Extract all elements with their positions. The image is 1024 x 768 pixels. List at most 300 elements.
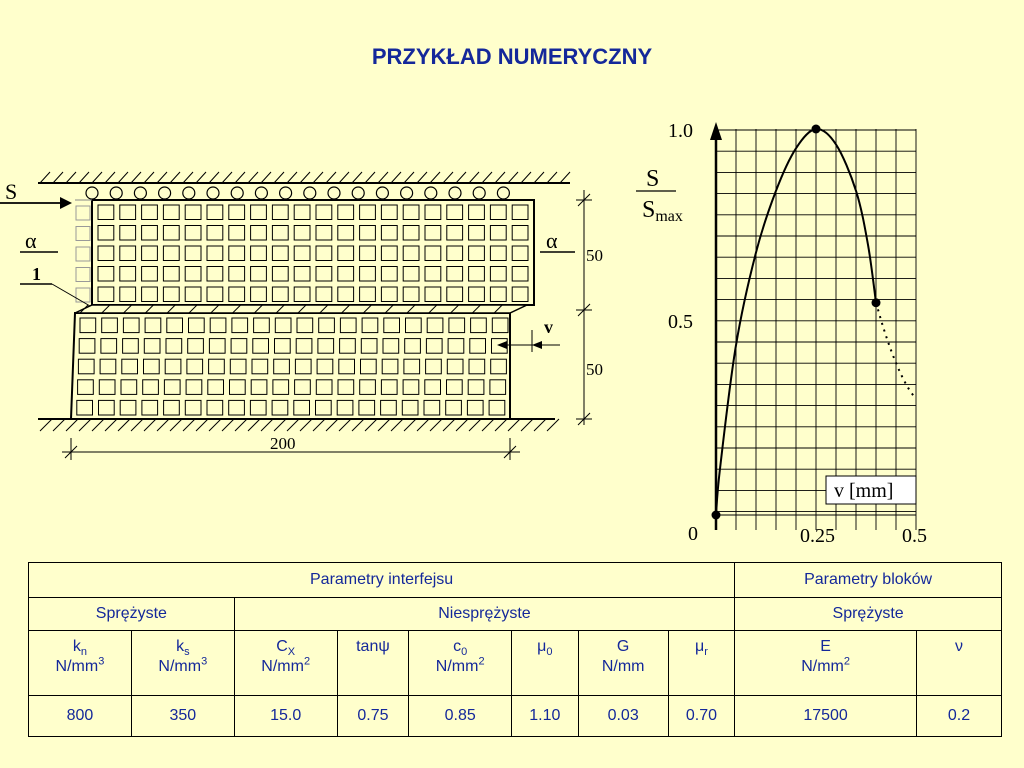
masonry-unit — [317, 359, 333, 374]
hatch-line — [248, 419, 260, 431]
masonry-unit — [316, 246, 332, 261]
ylabel-denominator: Smax — [642, 197, 683, 225]
masonry-unit — [425, 226, 441, 241]
masonry-unit — [294, 226, 310, 241]
specimen-diagram — [0, 172, 603, 460]
masonry-unit — [165, 359, 181, 374]
hatch-line — [339, 419, 351, 431]
masonry-unit — [404, 359, 420, 374]
roller-icon — [134, 187, 146, 199]
hatch-line — [40, 419, 52, 431]
group-blocks-header: Parametry bloków — [735, 563, 1002, 598]
roller-icon — [401, 187, 413, 199]
masonry-unit — [360, 287, 376, 302]
hatch-line — [378, 172, 388, 183]
top-support-hatching — [40, 172, 570, 183]
hatch-line — [118, 172, 128, 183]
masonry-unit — [381, 400, 397, 415]
masonry-unit — [144, 359, 160, 374]
masonry-unit — [447, 226, 463, 241]
masonry-unit — [490, 205, 506, 220]
masonry-unit — [229, 246, 245, 261]
masonry-unit — [424, 400, 440, 415]
masonry-unit — [142, 287, 158, 302]
param-symbol-cell: E $N/mm^2$ — [735, 631, 917, 696]
masonry-unit — [297, 318, 313, 333]
masonry-unit — [316, 205, 332, 220]
masonry-unit — [490, 267, 506, 282]
param-symbol-cell: ν — [916, 631, 1001, 696]
hatch-line — [79, 419, 91, 431]
hatch-line — [144, 172, 154, 183]
chart-grid — [716, 129, 916, 530]
masonry-unit — [360, 246, 376, 261]
masonry-unit — [122, 359, 138, 374]
masonry-unit — [447, 246, 463, 261]
masonry-unit — [120, 226, 136, 241]
masonry-unit — [251, 205, 267, 220]
param-symbol-cell: $C_X$ $N/mm^2$ — [234, 631, 337, 696]
masonry-unit — [360, 226, 376, 241]
hatch-line — [40, 172, 50, 183]
masonry-unit — [512, 205, 528, 220]
roller-icon — [255, 187, 267, 199]
hatch-line — [378, 419, 390, 431]
masonry-unit — [188, 339, 204, 354]
masonry-unit — [340, 318, 356, 333]
masonry-unit — [78, 359, 94, 374]
masonry-unit — [294, 400, 310, 415]
hatch-line — [287, 419, 299, 431]
masonry-unit — [490, 246, 506, 261]
param-value-cell: 350 — [131, 696, 234, 737]
masonry-unit — [98, 205, 114, 220]
masonry-unit — [98, 287, 114, 302]
hatch-line — [157, 172, 167, 183]
hatch-line — [261, 172, 271, 183]
hatch-line — [443, 172, 453, 183]
masonry-unit — [123, 339, 139, 354]
hatch-line — [352, 172, 362, 183]
hatch-line — [482, 419, 494, 431]
hatch-line — [326, 172, 336, 183]
masonry-unit — [123, 318, 139, 333]
param-value-cell: 0.75 — [337, 696, 409, 737]
y-axis-arrow — [710, 122, 722, 140]
masonry-unit — [207, 205, 223, 220]
masonry-unit — [144, 339, 160, 354]
masonry-unit — [251, 246, 267, 261]
hatch-line — [300, 419, 312, 431]
masonry-unit — [318, 339, 334, 354]
masonry-unit — [427, 318, 443, 333]
masonry-unit — [490, 380, 506, 395]
masonry-unit — [294, 205, 310, 220]
hatch-line — [183, 172, 193, 183]
hatch-line — [521, 419, 533, 431]
masonry-unit — [207, 287, 223, 302]
masonry-unit — [163, 267, 179, 282]
masonry-unit — [229, 287, 245, 302]
param-symbol-cell: G N/mm — [578, 631, 668, 696]
roller-icon — [473, 187, 485, 199]
masonry-unit — [447, 267, 463, 282]
upper-block — [75, 200, 534, 305]
hatch-line — [391, 172, 401, 183]
masonry-unit — [403, 205, 419, 220]
hatch-line — [235, 419, 247, 431]
masonry-unit — [383, 339, 399, 354]
masonry-unit — [76, 247, 90, 261]
masonry-unit — [316, 380, 332, 395]
masonry-unit — [425, 205, 441, 220]
masonry-unit — [338, 205, 354, 220]
masonry-unit — [98, 267, 114, 282]
masonry-unit — [469, 287, 485, 302]
alpha-left-label: α — [25, 228, 37, 253]
hatch-line — [222, 419, 234, 431]
masonry-unit — [382, 359, 398, 374]
masonry-unit — [185, 205, 201, 220]
hatch-line — [209, 419, 221, 431]
masonry-unit — [295, 359, 311, 374]
masonry-unit — [403, 380, 419, 395]
masonry-unit — [272, 205, 288, 220]
masonry-unit — [447, 205, 463, 220]
param-symbol-cell: $k_n$ $N/mm^3$ — [29, 631, 132, 696]
hatch-line — [313, 419, 325, 431]
masonry-unit — [425, 380, 441, 395]
masonry-unit — [384, 318, 400, 333]
x-tick-label: 0.5 — [902, 525, 927, 547]
masonry-unit — [98, 246, 114, 261]
masonry-unit — [142, 205, 158, 220]
masonry-unit — [340, 339, 356, 354]
hatch-line — [469, 419, 481, 431]
masonry-unit — [425, 287, 441, 302]
roller-icon — [110, 187, 122, 199]
page-title: PRZYKŁAD NUMERYCZNY — [371, 44, 653, 69]
hatch-line — [66, 172, 76, 183]
masonry-unit — [426, 339, 442, 354]
masonry-unit — [185, 246, 201, 261]
param-value-cell: 1.10 — [512, 696, 578, 737]
masonry-unit — [490, 287, 506, 302]
hatch-line — [183, 419, 195, 431]
hatch-line — [131, 419, 143, 431]
hatch-line — [196, 172, 206, 183]
hatch-line — [92, 172, 102, 183]
masonry-unit — [381, 246, 397, 261]
masonry-unit — [512, 287, 528, 302]
param-value-cell: 800 — [29, 696, 132, 737]
masonry-unit — [338, 380, 354, 395]
masonry-unit — [251, 287, 267, 302]
y-tick-label: 0.5 — [668, 311, 693, 333]
masonry-unit — [406, 318, 422, 333]
subgroup-elastic-interface: Sprężyste — [29, 598, 235, 631]
hatch-line — [417, 172, 427, 183]
hatch-line — [313, 172, 323, 183]
hatch-line — [547, 419, 559, 431]
masonry-unit — [447, 359, 463, 374]
masonry-unit — [316, 287, 332, 302]
masonry-unit — [468, 380, 484, 395]
param-symbol-cell: $\mu_r$ — [668, 631, 734, 696]
roller-icon — [207, 187, 219, 199]
masonry-unit — [145, 318, 161, 333]
chart — [636, 120, 927, 547]
hatch-line — [66, 419, 78, 431]
interface-label: 1 — [32, 264, 41, 284]
hatch-line — [157, 419, 169, 431]
masonry-unit — [361, 339, 377, 354]
masonry-unit — [142, 267, 158, 282]
masonry-unit — [491, 359, 507, 374]
masonry-unit — [319, 318, 335, 333]
masonry-unit — [338, 246, 354, 261]
masonry-unit — [274, 359, 290, 374]
masonry-unit — [490, 226, 506, 241]
load-label: S — [5, 179, 18, 204]
hatch-line — [131, 172, 141, 183]
hatch-line — [534, 419, 546, 431]
masonry-unit — [489, 400, 505, 415]
roller-icon — [328, 187, 340, 199]
roller-icon — [159, 187, 171, 199]
roller-icon — [86, 187, 98, 199]
masonry-unit — [163, 246, 179, 261]
masonry-unit — [208, 380, 224, 395]
masonry-unit — [447, 380, 463, 395]
masonry-unit — [230, 359, 246, 374]
hatch-line — [417, 419, 429, 431]
upper-block-units — [76, 205, 528, 302]
masonry-unit — [362, 318, 378, 333]
masonry-unit — [229, 400, 245, 415]
masonry-unit — [185, 400, 201, 415]
interface-leader — [52, 284, 90, 306]
hatch-line — [326, 419, 338, 431]
masonry-unit — [381, 226, 397, 241]
masonry-unit — [251, 226, 267, 241]
masonry-unit — [294, 287, 310, 302]
masonry-unit — [360, 380, 376, 395]
hatch-line — [534, 172, 544, 183]
masonry-unit — [120, 205, 136, 220]
param-value-cell: 0.03 — [578, 696, 668, 737]
masonry-unit — [359, 400, 375, 415]
hatch-line — [430, 172, 440, 183]
masonry-unit — [512, 267, 528, 282]
masonry-unit — [230, 380, 246, 395]
hatch-line — [79, 172, 89, 183]
masonry-unit — [426, 359, 442, 374]
masonry-unit — [142, 400, 158, 415]
parameter-symbols-row — [29, 631, 1002, 696]
hatch-line — [53, 172, 63, 183]
param-value-cell: 0.70 — [668, 696, 734, 737]
param-symbol-cell: $c_0$ $N/mm^2$ — [409, 631, 512, 696]
masonry-unit — [469, 359, 485, 374]
masonry-unit — [272, 246, 288, 261]
masonry-unit — [99, 380, 115, 395]
param-symbol-cell: $\mu_0$ — [512, 631, 578, 696]
rollers — [86, 187, 509, 199]
hatch-line — [222, 172, 232, 183]
hatch-line — [209, 172, 219, 183]
ylabel-numerator: S — [646, 166, 660, 192]
masonry-unit — [446, 400, 462, 415]
masonry-unit — [251, 380, 267, 395]
masonry-unit — [76, 268, 90, 282]
masonry-unit — [207, 267, 223, 282]
masonry-unit — [425, 267, 441, 282]
masonry-unit — [469, 226, 485, 241]
masonry-unit — [316, 400, 332, 415]
masonry-unit — [470, 339, 486, 354]
masonry-unit — [272, 400, 288, 415]
masonry-unit — [449, 318, 465, 333]
masonry-unit — [207, 400, 223, 415]
data-point — [812, 125, 821, 134]
param-value-cell: 0.2 — [916, 696, 1001, 737]
masonry-unit — [209, 339, 225, 354]
hatch-line — [404, 172, 414, 183]
hatch-line — [404, 419, 416, 431]
masonry-unit — [229, 226, 245, 241]
masonry-unit — [381, 267, 397, 282]
masonry-unit — [163, 287, 179, 302]
masonry-unit — [166, 339, 182, 354]
masonry-unit — [186, 380, 202, 395]
masonry-unit — [381, 205, 397, 220]
masonry-unit — [492, 318, 508, 333]
masonry-unit — [164, 400, 180, 415]
param-value-cell: 17500 — [735, 696, 917, 737]
masonry-unit — [164, 380, 180, 395]
masonry-unit — [275, 318, 291, 333]
masonry-unit — [295, 380, 311, 395]
hatch-line — [196, 419, 208, 431]
masonry-unit — [76, 206, 90, 220]
masonry-unit — [207, 246, 223, 261]
masonry-unit — [403, 267, 419, 282]
alpha-right-label: α — [546, 228, 558, 253]
param-symbol-cell: tanψ — [337, 631, 409, 696]
load-arrowhead — [60, 197, 72, 209]
masonry-unit — [231, 339, 247, 354]
masonry-unit — [76, 288, 90, 302]
x-tick-label: 0.25 — [800, 525, 835, 547]
masonry-unit — [98, 226, 114, 241]
x-tick-label: 0 — [688, 523, 698, 545]
hatch-line — [92, 419, 104, 431]
masonry-unit — [77, 400, 93, 415]
masonry-unit — [512, 246, 528, 261]
masonry-unit — [469, 205, 485, 220]
hatch-line — [274, 419, 286, 431]
masonry-unit — [361, 359, 377, 374]
masonry-unit — [275, 339, 291, 354]
xlabel: v [mm] — [834, 480, 894, 502]
roller-icon — [425, 187, 437, 199]
masonry-unit — [338, 287, 354, 302]
masonry-unit — [120, 267, 136, 282]
masonry-unit — [120, 246, 136, 261]
bottom-support-hatching — [40, 419, 559, 431]
masonry-unit — [163, 226, 179, 241]
param-value-cell: 15.0 — [234, 696, 337, 737]
masonry-unit — [187, 359, 203, 374]
hatch-line — [508, 419, 520, 431]
masonry-unit — [338, 267, 354, 282]
masonry-unit — [360, 205, 376, 220]
masonry-unit — [469, 267, 485, 282]
hatch-line — [469, 172, 479, 183]
masonry-unit — [403, 246, 419, 261]
subgroup-elastic-blocks: Sprężyste — [735, 598, 1002, 631]
masonry-unit — [471, 318, 487, 333]
roller-icon — [376, 187, 388, 199]
masonry-unit — [229, 267, 245, 282]
hatch-line — [482, 172, 492, 183]
masonry-unit — [232, 318, 248, 333]
dim-height-bottom: 50 — [586, 360, 603, 379]
masonry-unit — [253, 339, 269, 354]
masonry-unit — [337, 400, 353, 415]
masonry-unit — [185, 287, 201, 302]
masonry-unit — [403, 287, 419, 302]
hatch-line — [495, 172, 505, 183]
hatch-line — [144, 419, 156, 431]
masonry-unit — [272, 287, 288, 302]
hatch-line — [443, 419, 455, 431]
masonry-unit — [251, 267, 267, 282]
hatch-line — [560, 172, 570, 183]
subgroup-inelastic: Niesprężyste — [234, 598, 734, 631]
hatch-line — [508, 172, 518, 183]
hatch-line — [274, 172, 284, 183]
masonry-unit — [272, 267, 288, 282]
masonry-unit — [403, 226, 419, 241]
param-value-cell: 0.85 — [409, 696, 512, 737]
masonry-unit — [448, 339, 464, 354]
masonry-unit — [402, 400, 418, 415]
masonry-unit — [80, 318, 96, 333]
masonry-unit — [207, 226, 223, 241]
hatch-line — [456, 172, 466, 183]
masonry-unit — [102, 318, 118, 333]
masonry-unit — [316, 226, 332, 241]
hatch-line — [170, 419, 182, 431]
masonry-unit — [250, 400, 266, 415]
masonry-unit — [405, 339, 421, 354]
masonry-unit — [381, 380, 397, 395]
dim-height-top: 50 — [586, 246, 603, 265]
hatch-line — [521, 172, 531, 183]
masonry-unit — [142, 246, 158, 261]
masonry-unit — [142, 226, 158, 241]
masonry-unit — [76, 227, 90, 241]
data-point — [872, 298, 881, 307]
hatch-line — [118, 419, 130, 431]
masonry-unit — [447, 287, 463, 302]
hatch-line — [248, 172, 258, 183]
masonry-unit — [252, 359, 268, 374]
hatch-line — [547, 172, 557, 183]
masonry-unit — [229, 205, 245, 220]
